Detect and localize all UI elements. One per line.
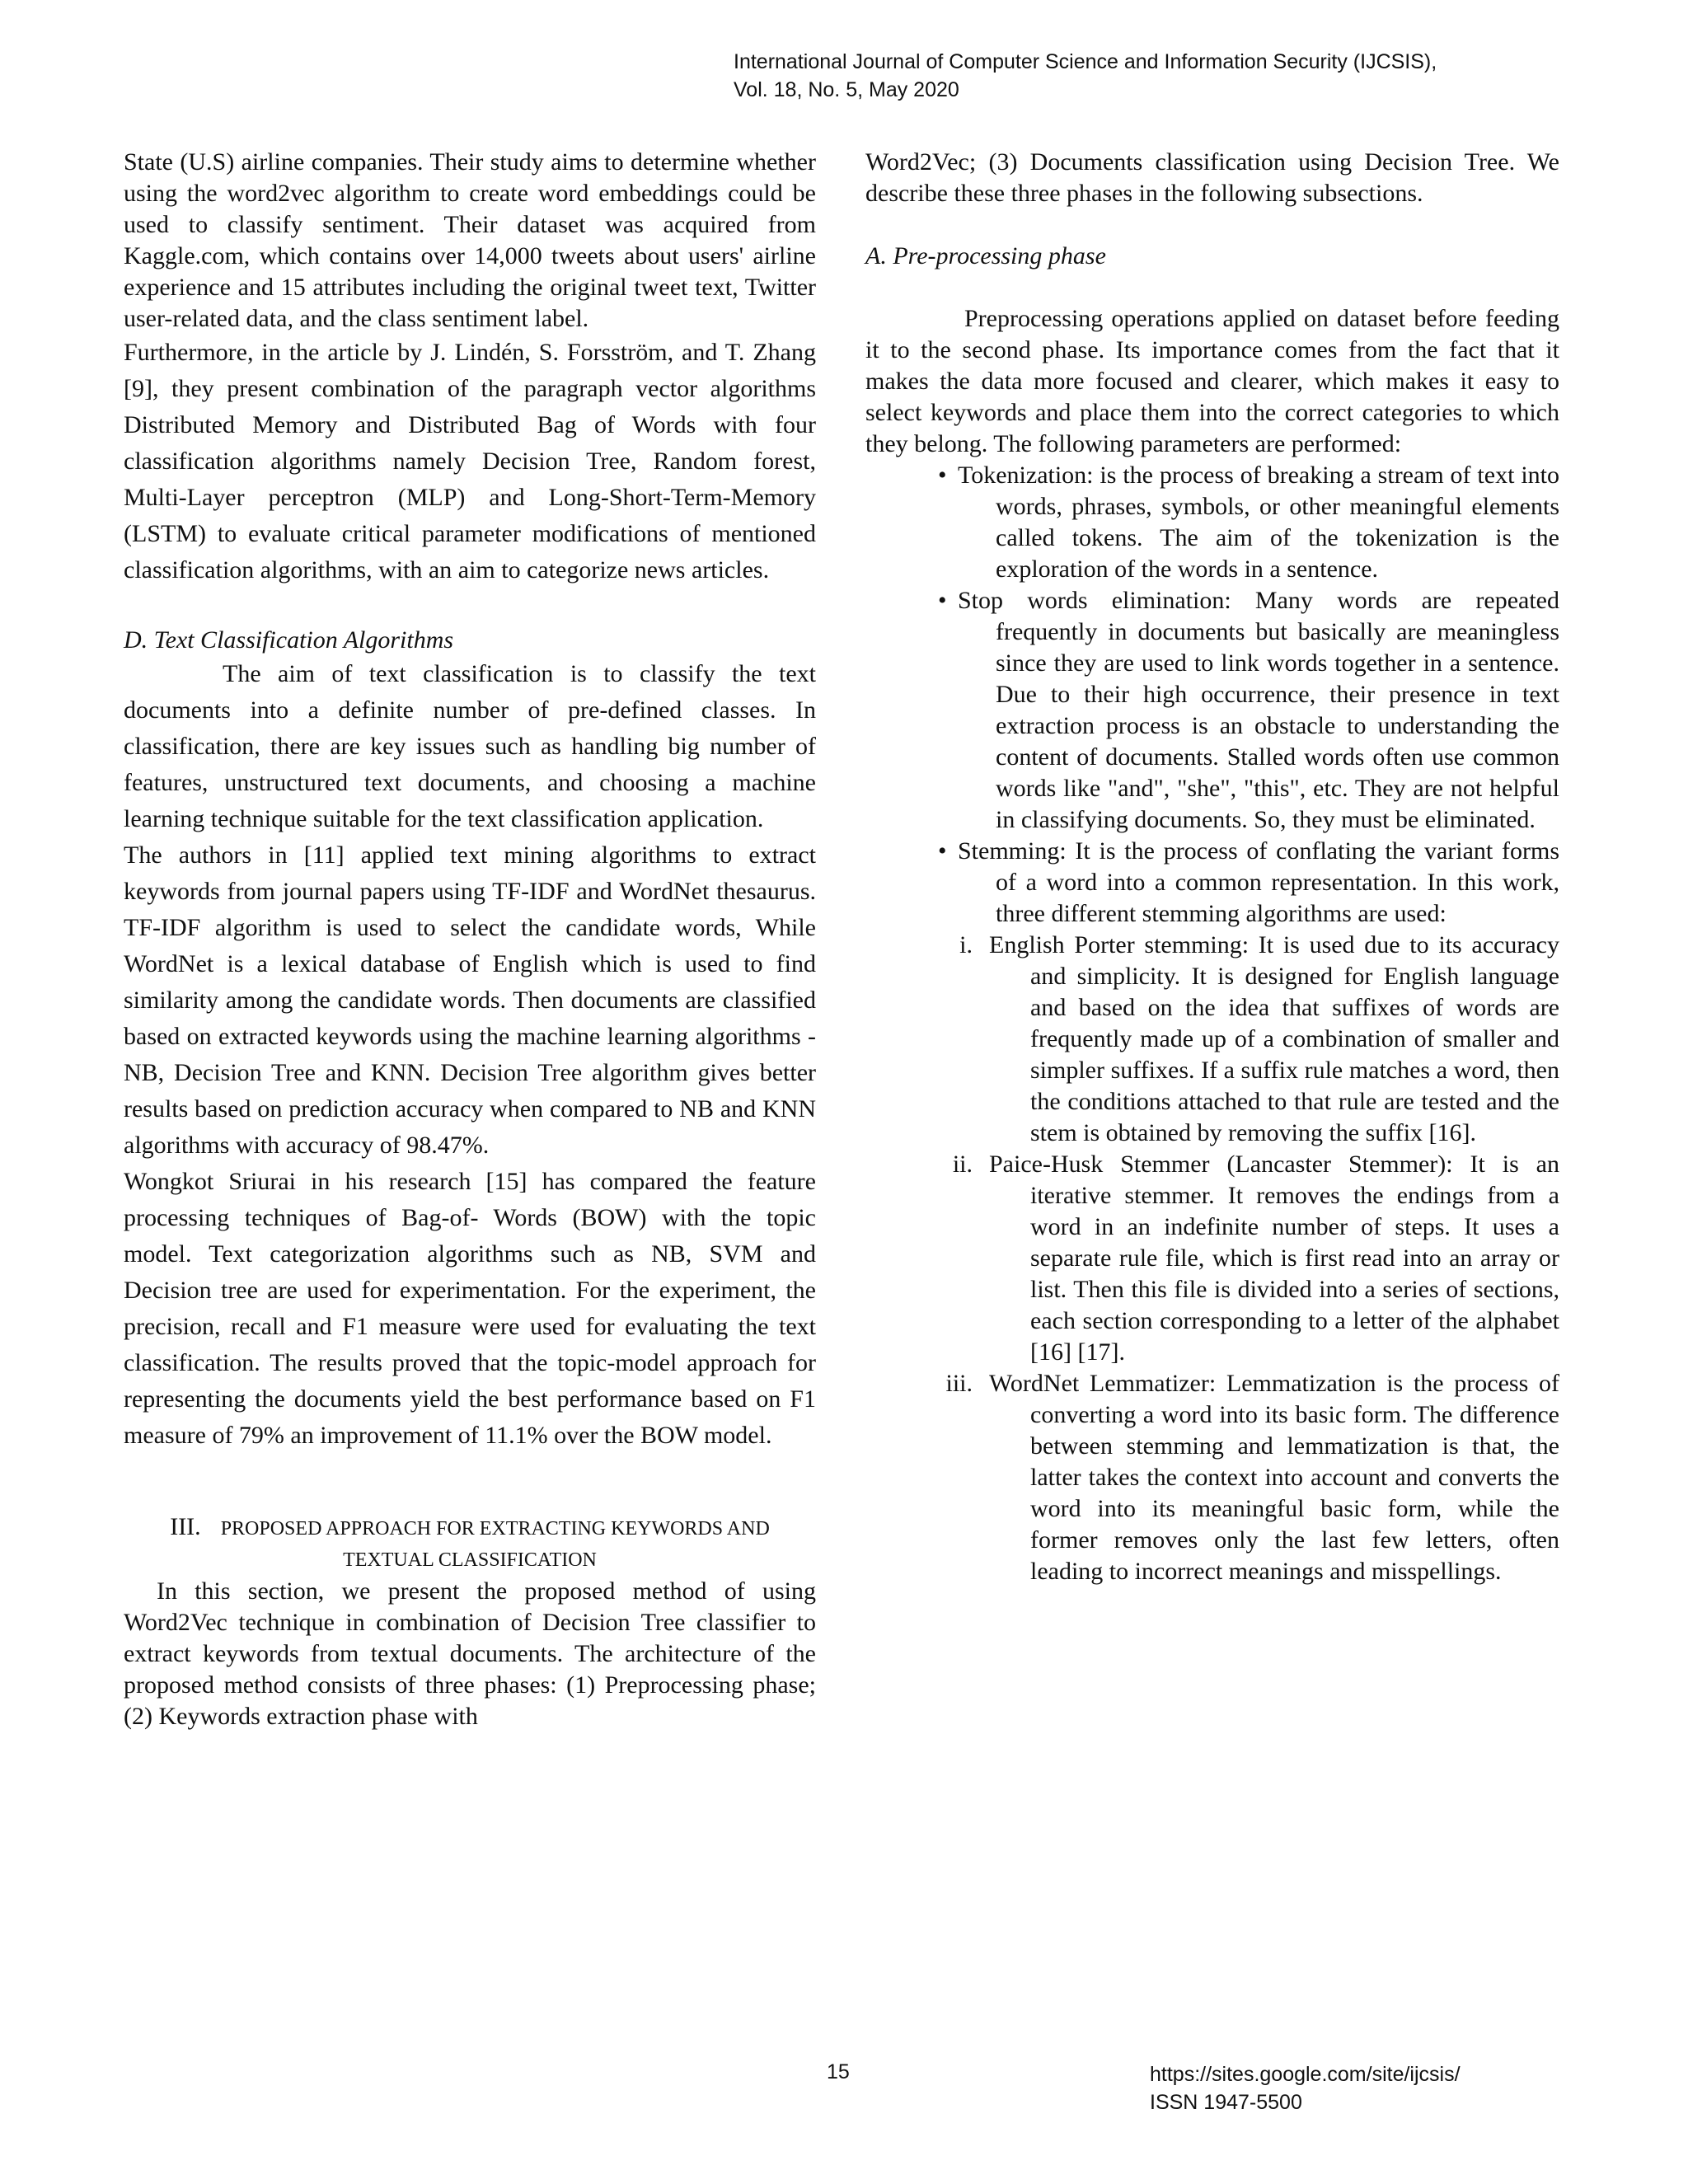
left-column xyxy=(124,147,816,1732)
bullet-icon: • xyxy=(938,462,947,489)
left-paragraph-3: The aim of text classification is to classify the text documents into a definite number of pre-defined classes. In classification, there are key issues such as handling big number of features, unstructured text documents, and choosing a machine learning technique suitable for the text classification application. xyxy=(124,660,816,832)
section-3-title-line-2: TEXTUAL CLASSIFICATION xyxy=(343,1549,597,1571)
spacer xyxy=(865,272,1559,303)
spacer xyxy=(865,209,1559,241)
left-paragraph-4: The authors in [11] applied text mining algorithms to extract keywords from journal papers using TF-IDF and WordNet thesaurus. TF-IDF algorithm is used to select the candidate words, While WordNet is a lexical database of English which is used to find similarity among the candidate words. Then documents are classified based on extracted keywords using the machine learning algorithms - NB, Decision Tree and KNN. Decision Tree algorithm gives better results based on prediction accuracy when compared to NB and KNN algorithms with accuracy of 98.47%. xyxy=(124,841,816,1159)
running-header xyxy=(734,48,1437,104)
bullet-item-tokenization: • Tokenization: is the process of breaking a stream of text into words, phrases, symbols, or other meaningful elements called tokens. The aim of the tokenization is the exploration of the words in a sentence. xyxy=(938,462,1559,583)
page-number: 15 xyxy=(827,2060,850,2083)
left-paragraph-5: Wongkot Sriurai in his research [15] has compared the feature processing techniques of Bag-of- Words (BOW) with the topic model. Text categorization algorithms such as NB, SVM and Decision tree are used for experimentation. For the experiment, the precision, recall and F1 measure were used for evaluating the text classification. The results proved that the topic-model approach for representing the documents yield the best performance based on F1 measure of 79% an improvement of 11.1% over the BOW model. xyxy=(124,1168,816,1449)
bullet-item-stop-words: • Stop words elimination: Many words are repeated frequently in documents but basically are meaningless since they are used to link words together in a sentence. Due to their high occurrence, their presence in text extraction process is an obstacle to understanding the content of documents. Stalled words often use common words like "and", "she", "this", etc. They are not helpful in classifying documents. So, they must be eliminated. xyxy=(938,587,1559,833)
right-paragraph-2: Preprocessing operations applied on dataset before feeding it to the second phase. Its importance comes from the fact that it makes the data more focused and clearer, which makes it easy to select keywords and place them into the correct categories to which they belong. The following parameters are performed: xyxy=(865,305,1559,457)
journal-title: International Journal of Computer Science and Information Security (IJCSIS), xyxy=(734,50,1437,73)
section-3-number: III. xyxy=(170,1513,201,1540)
left-paragraph-2: Furthermore, in the article by J. Lindén, S. Forsström, and T. Zhang [9], they present combination of the paragraph vector algorithms Distributed Memory and Distributed Bag of Words with four classification algorithms namely Decision Tree, Random forest, Multi-Layer perceptron (MLP) and Long-Short-Term-Memory (LSTM) to evaluate critical parameter modifications of mentioned classification algorithms, with an aim to categorize news articles. xyxy=(124,339,816,583)
left-paragraph-6: In this section, we present the proposed method of using Word2Vec technique in combination of Decision Tree classifier to extract keywords from textual documents. The architecture of the proposed method consists of three phases: (1) Preprocessing phase; (2) Keywords extraction phase with xyxy=(124,1577,816,1730)
stemming-algorithm-list xyxy=(865,930,1559,1587)
section-3-heading xyxy=(124,1511,816,1544)
right-paragraph-1: Word2Vec; (3) Documents classification using Decision Tree. We describe these three phases in the following subsections. xyxy=(865,148,1559,207)
spacer xyxy=(124,588,816,625)
list-number: iii. xyxy=(945,1370,973,1397)
stemmer-item-wordnet: iii. WordNet Lemmatizer: Lemmatization is the process of converting a word into its basic form. The difference between stemming and lemmatization is that, the latter takes the context into account and converts the word into its meaningful basic form, while the former removes only the last few letters, often leading to incorrect meanings and misspellings. xyxy=(940,1368,1559,1587)
list-number: i. xyxy=(959,931,973,958)
stemmer-item-porter: i. English Porter stemming: It is used due to its accuracy and simplicity. It is designed for English language and based on the idea that suffixes of words are frequently made up of a combination of smaller and simpler suffixes. If a suffix rule matches a word, then the conditions attached to that rule are tested and the stem is obtained by removing the suffix [16]. xyxy=(940,930,1559,1149)
preprocessing-bullet-list xyxy=(865,460,1559,930)
spacer xyxy=(124,1454,816,1511)
list-number: ii. xyxy=(952,1151,973,1178)
bullet-icon: • xyxy=(938,837,947,865)
bullet-item-stemming: • Stemming: It is the process of conflating the variant forms of a word into a common representation. In this work, three different stemming algorithms are used: xyxy=(938,837,1559,927)
journal-url: https://sites.google.com/site/ijcsis/ xyxy=(1150,2063,1461,2086)
subsection-a-heading: A. Pre-processing phase xyxy=(865,242,1106,269)
subsection-d-heading: D. Text Classification Algorithms xyxy=(124,626,454,654)
bullet-icon: • xyxy=(938,587,947,614)
section-3-title-line-1: PROPOSED APPROACH FOR EXTRACTING KEYWORDS AND xyxy=(220,1518,770,1540)
left-paragraph-1: State (U.S) airline companies. Their study aims to determine whether using the word2vec algorithm to create word embeddings could be used to classify sentiment. Their dataset was acquired from Kaggle.com, which contains over 14,000 tweets about users' airline experience and 15 attributes including the original tweet text, Twitter user-related data, and the class sentiment label. xyxy=(124,148,816,332)
footer-info xyxy=(1150,2060,1461,2116)
journal-issn: ISSN 1947-5500 xyxy=(1150,2091,1302,2114)
right-column xyxy=(865,147,1559,1587)
journal-volume: Vol. 18, No. 5, May 2020 xyxy=(734,78,959,101)
stemmer-item-paice-husk: ii. Paice-Husk Stemmer (Lancaster Stemmer): It is an iterative stemmer. It removes the endings from a word in an indefinite number of steps. It uses a separate rule file, which is first read into an array or list. Then this file is divided into a series of sections, each section corresponding to a letter of the alphabet [16] [17]. xyxy=(940,1149,1559,1368)
